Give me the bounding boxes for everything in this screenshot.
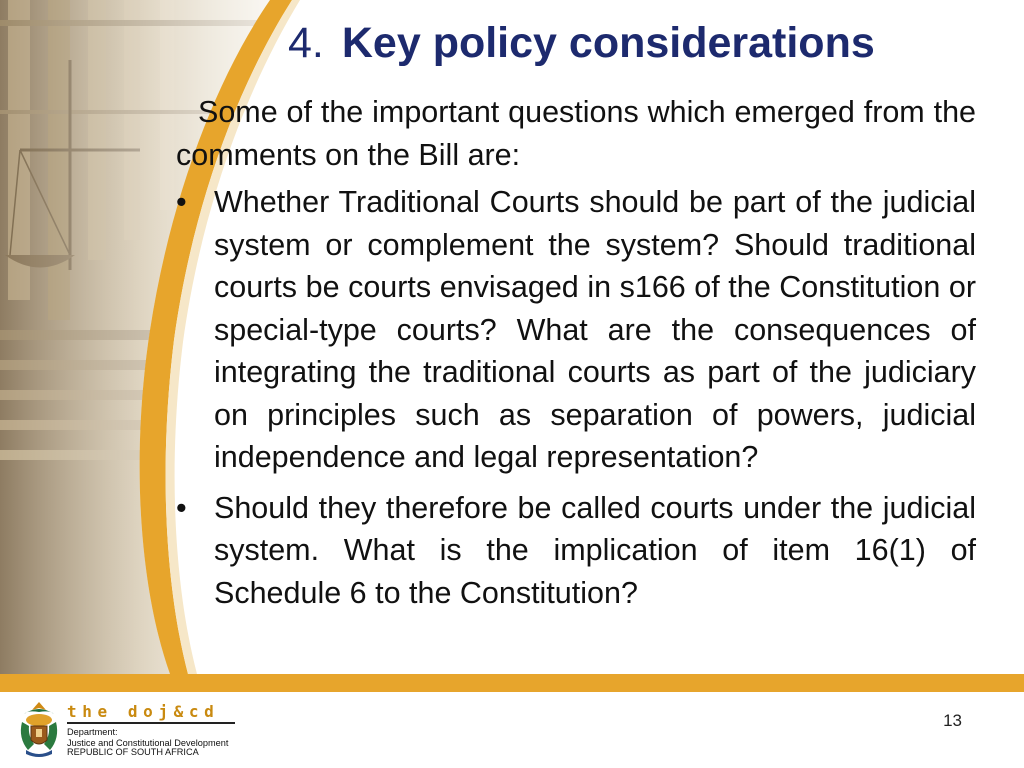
logo-department-name: Justice and Constitutional Development xyxy=(67,738,229,748)
doj-logo xyxy=(16,700,266,762)
intro-paragraph: Some of the important questions which emerged from the comments on the Bill are: xyxy=(176,95,976,172)
logo-department: Department: xyxy=(67,727,118,737)
title-text: Key policy considerations xyxy=(341,19,875,67)
slide-body xyxy=(176,91,976,622)
bullet-item xyxy=(176,181,976,479)
slide-title xyxy=(288,16,875,70)
logo-divider xyxy=(67,722,235,724)
page-number: 13 xyxy=(943,711,962,730)
bullet-item xyxy=(176,487,976,615)
bullet-text: Whether Traditional Courts should be part of the judicial system or complement the system? Should traditional courts be courts envisaged in s166 of the Constitution or special-type courts? What are the consequences of integrating the traditional courts as part of the judiciary on principles such as separation of powers, judicial independence and legal representation? xyxy=(214,185,976,474)
logo-country: REPUBLIC OF SOUTH AFRICA xyxy=(67,747,199,757)
bullet-icon: • xyxy=(176,490,187,525)
bullet-icon: • xyxy=(176,185,187,219)
bullet-text: Should they therefore be called courts under the judicial system. What is the implication of item 16(1) of Schedule 6 to the Constitution? xyxy=(214,490,976,610)
logo-wordmark: the doj&cd xyxy=(67,702,220,721)
title-number: 4. xyxy=(288,19,324,67)
bullet-list xyxy=(176,181,976,614)
footer-accent-bar xyxy=(0,674,1024,693)
coat-of-arms-icon xyxy=(16,700,62,760)
